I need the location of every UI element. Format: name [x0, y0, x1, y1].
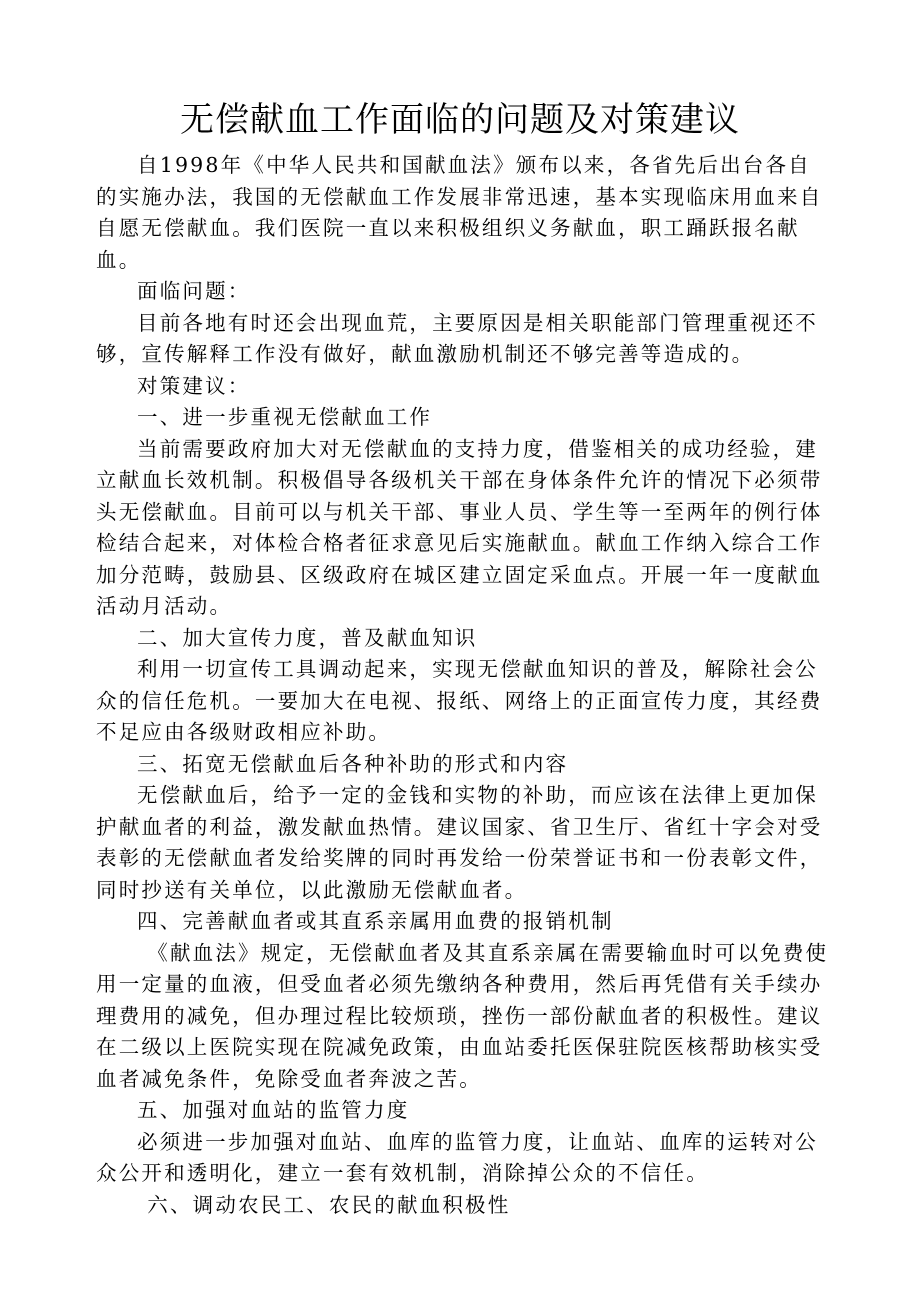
intro-paragraph: 自1998年《中华人民共和国献血法》颁布以来，各省先后出台各自的实施办法，我国的无偿献血工作发展非常迅速，基本实现临床用血来自自愿无偿献血。我们医院一直以来积极组织义务献血，职工踊跃报名献血。 [96, 153, 823, 272]
suggestion-paragraph-2: 利用一切宣传工具调动起来，实现无偿献血知识的普及，解除社会公众的信任危机。一要加大在电视、报纸、网络上的正面宣传力度，其经费不足应由各级财政相应补助。 [96, 657, 823, 744]
suggestion-paragraph-4: 《献血法》规定，无偿献血者及其直系亲属在需要输血时可以免费使用一定量的血液，但受血者必须先缴纳各种费用，然后再凭借有关手续办理费用的减免，但办理过程比较烦琐，挫伤一部份献血者的积极性。建议在二级以上医院实现在院减免政策，由血站委托医保驻院医核帮助核实受血者减免条件，免除受血者奔波之苦。 [96, 940, 829, 1091]
suggestion-heading-3: 三、拓宽无偿献血后各种补助的形式和内容 [137, 751, 569, 776]
suggestion-heading-5: 五、加强对血站的监管力度 [137, 1098, 410, 1122]
document-body [96, 150, 832, 1221]
suggestion-paragraph-1: 当前需要政府加大对无偿献血的支持力度，借鉴相关的成功经验，建立献血长效机制。积极倡导各级机关干部在身体条件允许的情况下必须带头无偿献血。目前可以与机关干部、事业人员、学生等一至两年的例行体检结合起来，对体检合格者征求意见后实施献血。献血工作纳入综合工作加分范畴，鼓励县、区级政府在城区建立固定采血点。开展一年一度献血活动月活动。 [96, 436, 823, 618]
section-label-problems: 面临问题： [137, 279, 251, 303]
suggestion-paragraph-5: 必须进一步加强对血站、血库的监管力度，让血站、血库的运转对公众公开和透明化，建立一套有效机制，消除掉公众的不信任。 [96, 1129, 818, 1185]
suggestion-heading-4: 四、完善献血者或其直系亲属用血费的报销机制 [137, 909, 614, 933]
suggestion-paragraph-3: 无偿献血后，给予一定的金钱和实物的补助，而应该在法律上更加保护献血者的利益，激发献血热情。建议国家、省卫生厅、省红十字会对受表彰的无偿献血者发给奖牌的同时再发给一份荣誉证书和一份表彰文件，同时抄送有关单位，以此激励无偿献血者。 [96, 783, 823, 902]
problems-paragraph: 目前各地有时还会出现血荒，主要原因是相关职能部门管理重视还不够，宣传解释工作没有做好，献血激励机制还不够完善等造成的。 [96, 310, 818, 366]
suggestion-heading-1: 一、进一步重视无偿献血工作 [137, 405, 433, 429]
section-label-suggestions: 对策建议： [137, 373, 251, 398]
page-title: 无偿献血工作面临的问题及对策建议 [180, 100, 740, 140]
suggestion-heading-2: 二、加大宣传力度，普及献血知识 [137, 625, 478, 650]
suggestion-heading-6: 六、调动农民工、农民的献血积极性 [147, 1192, 511, 1217]
